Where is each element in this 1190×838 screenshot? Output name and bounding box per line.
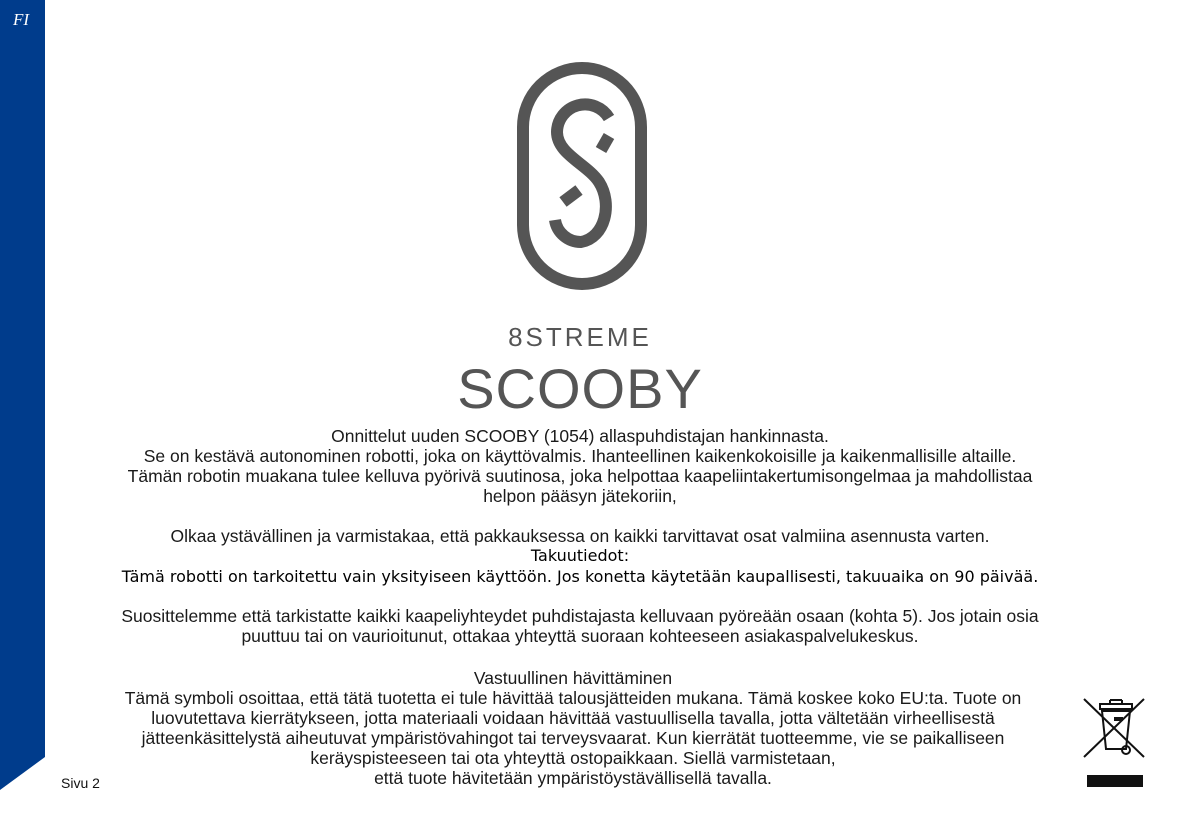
disposal-line: keräyspisteeseen tai ota yhteyttä ostopaikkaan. Siellä varmistetaan, [310, 748, 836, 768]
intro-line: Se on kestävä autonominen robotti, joka on käyttövalmis. Ihanteellinen kaikenkokoisille ja kaikenmallisille altaille. [143, 446, 1017, 466]
recommend-line: Suosittelemme että tarkistatte kaikki kaapeliyhteydet puhdistajasta kelluvaan pyöreään osaan (kohta 5). Jos jotain osia [121, 606, 1039, 626]
intro-line: helpon pääsyn jätekoriin, [483, 486, 677, 506]
brand-name: 8STREME [508, 322, 652, 352]
s-loop-logo-icon [517, 62, 647, 295]
warranty-section [60, 545, 1100, 587]
intro-line: Tämän robotin muakana tulee kelluva pyörivä suutinosa, joka helpottaa kaapeliintakertumisongelmaa ja mahdollistaa [127, 466, 1033, 486]
disposal-line: jätteenkäsittelystä aiheutuvat ympäristövahingot tai terveysvaarat. Kun kierrätät tuotteemme, vie se paikalliseen [141, 728, 1005, 748]
disposal-line: että tuote hävitetään ympäristöystävällisellä tavalla. [374, 768, 772, 788]
disposal-section [58, 668, 1088, 788]
page-number: Sivu 2 [61, 775, 100, 791]
intro-paragraph [60, 426, 1100, 506]
recommend-line: puuttuu tai on vaurioitunut, ottakaa yhteyttä suoraan kohteeseen asiakaspalvelukeskus. [241, 626, 919, 646]
recommend-paragraph [60, 606, 1100, 646]
check-paragraph: Olkaa ystävällinen ja varmistakaa, että pakkauksessa on kaikki tarvittavat osat valmiina asennusta varten. [170, 526, 990, 546]
intro-line: Onnittelut uuden SCOOBY (1054) allaspuhdistajan hankinnasta. [331, 426, 829, 446]
warranty-text: Tämä robotti on tarkoitettu vain yksityiseen käyttöön. Jos konetta käytetään kaupallisesti, takuuaika on 90 päivää. [121, 567, 1039, 586]
warranty-heading: Takuutiedot: [530, 546, 630, 565]
product-title: SCOOBY [457, 357, 703, 420]
disposal-heading: Vastuullinen hävittäminen [473, 668, 673, 688]
disposal-line: Tämä symboli osoittaa, että tätä tuotetta ei tule hävittää talousjätteiden mukana. Tämä koskee koko EU:ta. Tuote on [124, 688, 1022, 708]
disposal-line: luovutettava kierrätykseen, jotta materiaali voidaan hävittää vastuullisella tavalla, jotta vältetään virheellisestä [151, 708, 995, 728]
crossed-out-bin-icon [1080, 695, 1150, 796]
language-code: FI [13, 10, 30, 29]
